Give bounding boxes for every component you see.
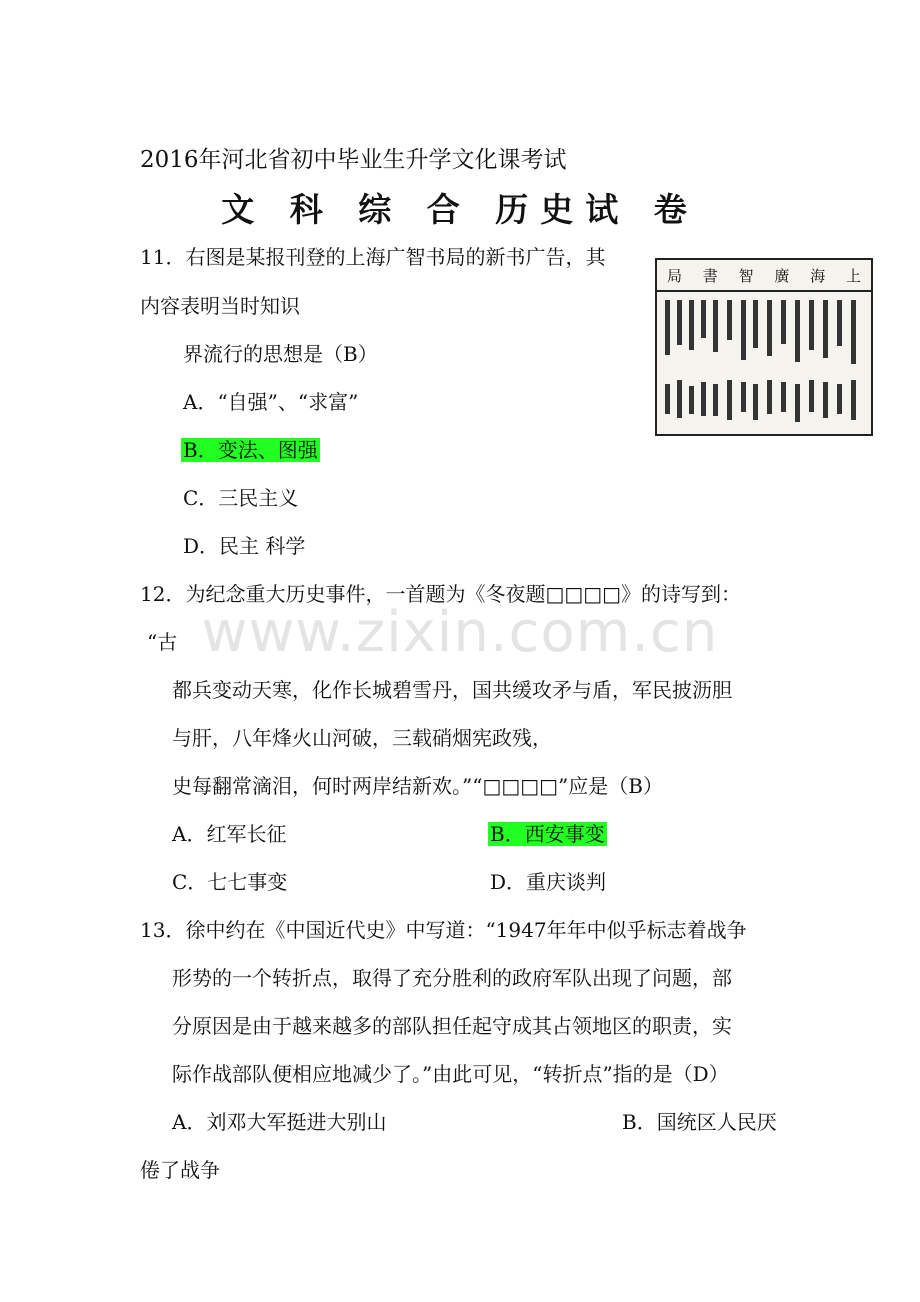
q11-option-c: C．三民主义 bbox=[183, 486, 299, 510]
q13-option-b: B．国统区人民厌 bbox=[622, 1110, 777, 1134]
q12-stem-line1: 12．为纪念重大历史事件，一首题为《冬夜题□□□□》的诗写到： bbox=[140, 582, 742, 606]
ad-heading-char: 海 bbox=[810, 266, 826, 285]
q12-stem-line3: 都兵变动天寒，化作长城碧雪丹，国共缓攻矛与盾，军民披沥胆 bbox=[172, 678, 732, 702]
q13-option-b-continued: 倦了战争 bbox=[140, 1158, 220, 1182]
q12-option-b bbox=[488, 820, 607, 848]
ad-book-listings bbox=[657, 292, 871, 434]
newspaper-ad-image bbox=[655, 258, 873, 436]
watermark: www.zixin.com.cn bbox=[201, 600, 719, 665]
ad-heading-char: 廣 bbox=[774, 266, 790, 285]
q11-option-b-highlight: B．变法、图强 bbox=[183, 438, 318, 462]
q11-option-d: D．民主 科学 bbox=[183, 534, 306, 558]
q13-stem-line1: 13．徐中约在《中国近代史》中写道：“1947年年中似乎标志着战争 bbox=[140, 918, 747, 942]
exam-title: 2016年河北省初中毕业生升学文化课考试 bbox=[140, 147, 567, 173]
q12-option-b-highlight: B．西安事变 bbox=[490, 822, 605, 846]
q12-stem-line5: 史每翻常滴泪，何时两岸结新欢。”“□□□□”应是（B） bbox=[172, 774, 663, 798]
q12-stem-line4: 与肝，八年烽火山河破，三载硝烟宪政残， bbox=[172, 726, 552, 750]
ad-heading-char: 智 bbox=[738, 266, 754, 285]
q13-stem-line3: 分原因是由于越来越多的部队担任起守成其占领地区的职责，实 bbox=[172, 1014, 732, 1038]
q12-option-c: C．七七事变 bbox=[172, 870, 288, 894]
ad-heading bbox=[657, 260, 871, 292]
ad-heading-char: 上 bbox=[845, 266, 861, 285]
q11-stem-line1: 11．右图是某报刊登的上海广智书局的新书广告，其 bbox=[140, 245, 606, 269]
ad-text-texture bbox=[657, 292, 871, 434]
ad-heading-char: 書 bbox=[702, 266, 718, 285]
q13-option-a: A．刘邓大军挺进大别山 bbox=[172, 1110, 387, 1134]
q12-option-d: D．重庆谈判 bbox=[490, 870, 607, 894]
q11-stem-line3: 界流行的思想是（B） bbox=[183, 342, 378, 366]
q12-option-a: A．红军长征 bbox=[172, 822, 287, 846]
q13-stem-line4: 际作战部队便相应地减少了。”由此可见，“转折点”指的是（D） bbox=[172, 1062, 729, 1086]
q11-stem-line2: 内容表明当时知识 bbox=[140, 294, 300, 318]
q11-option-a: A．“自强”、“求富” bbox=[183, 390, 359, 414]
q11-option-b bbox=[181, 436, 320, 464]
subject-title: 文 科 综 合 历史试 卷 bbox=[221, 190, 699, 229]
q13-stem-line2: 形势的一个转折点，取得了充分胜利的政府军队出现了问题，部 bbox=[172, 966, 732, 990]
ad-heading-char: 局 bbox=[667, 266, 683, 285]
q12-stem-line2: “古 bbox=[147, 630, 178, 654]
